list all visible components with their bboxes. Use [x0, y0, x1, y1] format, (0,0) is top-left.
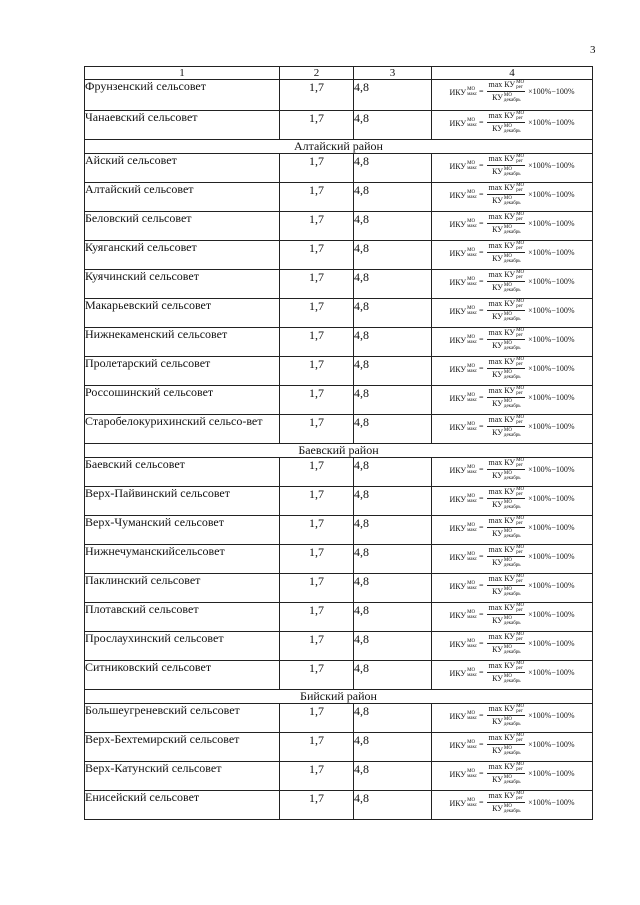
value-col-2: 1,7	[280, 328, 354, 357]
value-col-3: 4,8	[354, 661, 432, 690]
district-name: Бийский район	[85, 690, 593, 704]
settlement-name: Верх-Пайвинский сельсовет	[85, 487, 280, 516]
value-col-3: 4,8	[354, 357, 432, 386]
formula: ИКУ МО макс = max КУ МО рег КУ МО декабрь ×100%−100%	[449, 211, 575, 235]
table-row	[85, 183, 593, 212]
formula-lhs: ИКУ	[449, 219, 467, 229]
formula: ИКУ МО макс = max КУ МО рег КУ МО декабрь ×100%−100%	[449, 457, 575, 481]
formula-lhs: ИКУ	[449, 523, 467, 533]
formula-cell	[432, 791, 593, 820]
settlement-name: Енисейский сельсовет	[85, 791, 280, 820]
value-col-3: 4,8	[354, 111, 432, 140]
formula: ИКУ МО макс = max КУ МО рег КУ МО декабрь ×100%−100%	[449, 544, 575, 568]
table-row	[85, 80, 593, 111]
settlement-name: Фрунзенский сельсовет	[85, 80, 280, 111]
value-col-3: 4,8	[354, 545, 432, 574]
table-row	[85, 762, 593, 791]
formula-lhs: ИКУ	[449, 190, 467, 200]
formula-cell	[432, 487, 593, 516]
formula-lhs: ИКУ	[449, 335, 467, 345]
value-col-2: 1,7	[280, 733, 354, 762]
formula-cell	[432, 704, 593, 733]
table-row	[85, 574, 593, 603]
formula: ИКУ МО макс = max КУ МО рег КУ МО декабрь ×100%−100%	[449, 356, 575, 380]
value-col-2: 1,7	[280, 299, 354, 328]
formula-lhs: ИКУ	[449, 581, 467, 591]
formula-cell	[432, 661, 593, 690]
settlement-name: Айский сельсовет	[85, 154, 280, 183]
formula: ИКУ МО макс = max КУ МО рег КУ МО декабрь ×100%−100%	[449, 631, 575, 655]
formula-cell	[432, 212, 593, 241]
value-col-3: 4,8	[354, 80, 432, 111]
district-row	[85, 690, 593, 704]
tariff-table	[84, 66, 593, 820]
value-col-3: 4,8	[354, 487, 432, 516]
value-col-2: 1,7	[280, 80, 354, 111]
table-row	[85, 241, 593, 270]
value-col-2: 1,7	[280, 183, 354, 212]
formula-cell	[432, 545, 593, 574]
formula-lhs: ИКУ	[449, 740, 467, 750]
settlement-name: Пролетарский сельсовет	[85, 357, 280, 386]
value-col-3: 4,8	[354, 704, 432, 733]
formula-cell	[432, 574, 593, 603]
table-row	[85, 661, 593, 690]
settlement-name: Нижнекаменский сельсовет	[85, 328, 280, 357]
district-row	[85, 444, 593, 458]
table-row	[85, 270, 593, 299]
settlement-name: Баевский сельсовет	[85, 458, 280, 487]
value-col-3: 4,8	[354, 516, 432, 545]
value-col-3: 4,8	[354, 415, 432, 444]
value-col-2: 1,7	[280, 415, 354, 444]
table-body	[85, 80, 593, 820]
value-col-2: 1,7	[280, 545, 354, 574]
formula-lhs: ИКУ	[449, 422, 467, 432]
formula-cell	[432, 328, 593, 357]
value-col-2: 1,7	[280, 458, 354, 487]
formula-cell	[432, 111, 593, 140]
formula: ИКУ МО макс = max КУ МО рег КУ МО декабрь ×100%−100%	[449, 327, 575, 351]
table-row	[85, 704, 593, 733]
settlement-name: Прослаухинский сельсовет	[85, 632, 280, 661]
formula: ИКУ МО макс = max КУ МО рег КУ МО декабрь ×100%−100%	[449, 110, 575, 134]
value-col-2: 1,7	[280, 632, 354, 661]
value-col-3: 4,8	[354, 270, 432, 299]
value-col-2: 1,7	[280, 270, 354, 299]
formula-lhs: ИКУ	[449, 161, 467, 171]
table-row	[85, 111, 593, 140]
formula-cell	[432, 270, 593, 299]
formula: ИКУ МО макс = max КУ МО рег КУ МО декабрь ×100%−100%	[449, 298, 575, 322]
district-name: Баевский район	[85, 444, 593, 458]
value-col-3: 4,8	[354, 212, 432, 241]
value-col-3: 4,8	[354, 386, 432, 415]
value-col-2: 1,7	[280, 212, 354, 241]
formula-cell	[432, 733, 593, 762]
value-col-3: 4,8	[354, 733, 432, 762]
settlement-name: Куячинский сельсовет	[85, 270, 280, 299]
formula-cell	[432, 154, 593, 183]
formula-lhs: ИКУ	[449, 610, 467, 620]
formula: ИКУ МО макс = max КУ МО рег КУ МО декабрь ×100%−100%	[449, 602, 575, 626]
settlement-name: Нижнечуманскийсельсовет	[85, 545, 280, 574]
table-row	[85, 415, 593, 444]
table-row	[85, 603, 593, 632]
formula-lhs: ИКУ	[449, 711, 467, 721]
district-row	[85, 140, 593, 154]
formula: ИКУ МО макс = max КУ МО рег КУ МО декабрь ×100%−100%	[449, 790, 575, 814]
settlement-name: Паклинский сельсовет	[85, 574, 280, 603]
table-row	[85, 212, 593, 241]
column-header-4: 4	[432, 67, 593, 80]
value-col-3: 4,8	[354, 299, 432, 328]
formula-cell	[432, 241, 593, 270]
settlement-name: Верх-Катунский сельсовет	[85, 762, 280, 791]
value-col-3: 4,8	[354, 458, 432, 487]
formula-cell	[432, 762, 593, 791]
settlement-name: Ситниковский сельсовет	[85, 661, 280, 690]
settlement-name: Алтайский сельсовет	[85, 183, 280, 212]
formula-lhs: ИКУ	[449, 364, 467, 374]
formula: ИКУ МО макс = max КУ МО рег КУ МО декабрь ×100%−100%	[449, 573, 575, 597]
value-col-2: 1,7	[280, 603, 354, 632]
formula: ИКУ МО макс = max КУ МО рег КУ МО декабрь ×100%−100%	[449, 732, 575, 756]
formula: ИКУ МО макс = max КУ МО рег КУ МО декабрь ×100%−100%	[449, 414, 575, 438]
formula-cell	[432, 516, 593, 545]
value-col-2: 1,7	[280, 791, 354, 820]
formula: ИКУ МО макс = max КУ МО рег КУ МО декабрь ×100%−100%	[449, 761, 575, 785]
column-header-2: 2	[280, 67, 354, 80]
formula-lhs: ИКУ	[449, 248, 467, 258]
table-row	[85, 545, 593, 574]
page-number: 3	[590, 44, 596, 56]
value-col-2: 1,7	[280, 661, 354, 690]
value-col-2: 1,7	[280, 762, 354, 791]
formula-cell	[432, 299, 593, 328]
value-col-3: 4,8	[354, 154, 432, 183]
value-col-3: 4,8	[354, 241, 432, 270]
formula: ИКУ МО макс = max КУ МО рег КУ МО декабрь ×100%−100%	[449, 515, 575, 539]
formula-cell	[432, 415, 593, 444]
settlement-name: Большеугреневский сельсовет	[85, 704, 280, 733]
formula-cell	[432, 386, 593, 415]
value-col-2: 1,7	[280, 704, 354, 733]
formula-lhs: ИКУ	[449, 393, 467, 403]
table-row	[85, 357, 593, 386]
settlement-name: Верх-Чуманский сельсовет	[85, 516, 280, 545]
value-col-3: 4,8	[354, 791, 432, 820]
table-row	[85, 299, 593, 328]
column-header-1: 1	[85, 67, 280, 80]
formula: ИКУ МО макс = max КУ МО рег КУ МО декабрь ×100%−100%	[449, 182, 575, 206]
formula-cell	[432, 632, 593, 661]
formula: ИКУ МО макс = max КУ МО рег КУ МО декабрь ×100%−100%	[449, 660, 575, 684]
formula-lhs: ИКУ	[449, 306, 467, 316]
district-name: Алтайский район	[85, 140, 593, 154]
value-col-3: 4,8	[354, 183, 432, 212]
formula-cell	[432, 357, 593, 386]
formula-lhs: ИКУ	[449, 118, 467, 128]
table-row	[85, 516, 593, 545]
settlement-name: Старобелокурихинский сельсо-вет	[85, 415, 280, 444]
formula-lhs: ИКУ	[449, 87, 467, 97]
settlement-name: Беловский сельсовет	[85, 212, 280, 241]
settlement-name: Плотавский сельсовет	[85, 603, 280, 632]
settlement-name: Макарьевский сельсовет	[85, 299, 280, 328]
formula: ИКУ МО макс = max КУ МО рег КУ МО декабрь ×100%−100%	[449, 240, 575, 264]
table-row	[85, 791, 593, 820]
settlement-name: Россошинский сельсовет	[85, 386, 280, 415]
value-col-3: 4,8	[354, 632, 432, 661]
formula-lhs: ИКУ	[449, 465, 467, 475]
table-row	[85, 487, 593, 516]
formula: ИКУ МО макс = max КУ МО рег КУ МО декабрь ×100%−100%	[449, 385, 575, 409]
table-row	[85, 458, 593, 487]
settlement-name: Верх-Бехтемирский сельсовет	[85, 733, 280, 762]
formula-cell	[432, 183, 593, 212]
settlement-name: Куяганский сельсовет	[85, 241, 280, 270]
formula-lhs: ИКУ	[449, 494, 467, 504]
formula: ИКУ МО макс = max КУ МО рег КУ МО декабрь ×100%−100%	[449, 703, 575, 727]
header-row	[85, 67, 593, 80]
formula-cell	[432, 80, 593, 111]
formula-lhs: ИКУ	[449, 639, 467, 649]
column-header-3: 3	[354, 67, 432, 80]
value-col-2: 1,7	[280, 516, 354, 545]
table-row	[85, 154, 593, 183]
formula: ИКУ МО макс = max КУ МО рег КУ МО декабрь ×100%−100%	[449, 269, 575, 293]
value-col-2: 1,7	[280, 241, 354, 270]
value-col-3: 4,8	[354, 603, 432, 632]
value-col-2: 1,7	[280, 357, 354, 386]
table-row	[85, 328, 593, 357]
table-row	[85, 386, 593, 415]
value-col-3: 4,8	[354, 762, 432, 791]
value-col-3: 4,8	[354, 574, 432, 603]
formula: ИКУ МО макс = max КУ МО рег КУ МО декабрь ×100%−100%	[449, 153, 575, 177]
formula-lhs: ИКУ	[449, 798, 467, 808]
formula-cell	[432, 603, 593, 632]
formula-lhs: ИКУ	[449, 668, 467, 678]
table-row	[85, 733, 593, 762]
formula: ИКУ МО макс = max КУ МО рег КУ МО декабрь ×100%−100%	[449, 486, 575, 510]
formula-cell	[432, 458, 593, 487]
settlement-name: Чанаевский сельсовет	[85, 111, 280, 140]
value-col-2: 1,7	[280, 574, 354, 603]
formula: ИКУ МО макс = max КУ МО рег КУ МО декабрь ×100%−100%	[449, 79, 575, 103]
value-col-2: 1,7	[280, 154, 354, 183]
value-col-2: 1,7	[280, 111, 354, 140]
value-col-2: 1,7	[280, 487, 354, 516]
table-row	[85, 632, 593, 661]
formula-lhs: ИКУ	[449, 277, 467, 287]
formula-lhs: ИКУ	[449, 769, 467, 779]
value-col-2: 1,7	[280, 386, 354, 415]
formula-lhs: ИКУ	[449, 552, 467, 562]
value-col-3: 4,8	[354, 328, 432, 357]
